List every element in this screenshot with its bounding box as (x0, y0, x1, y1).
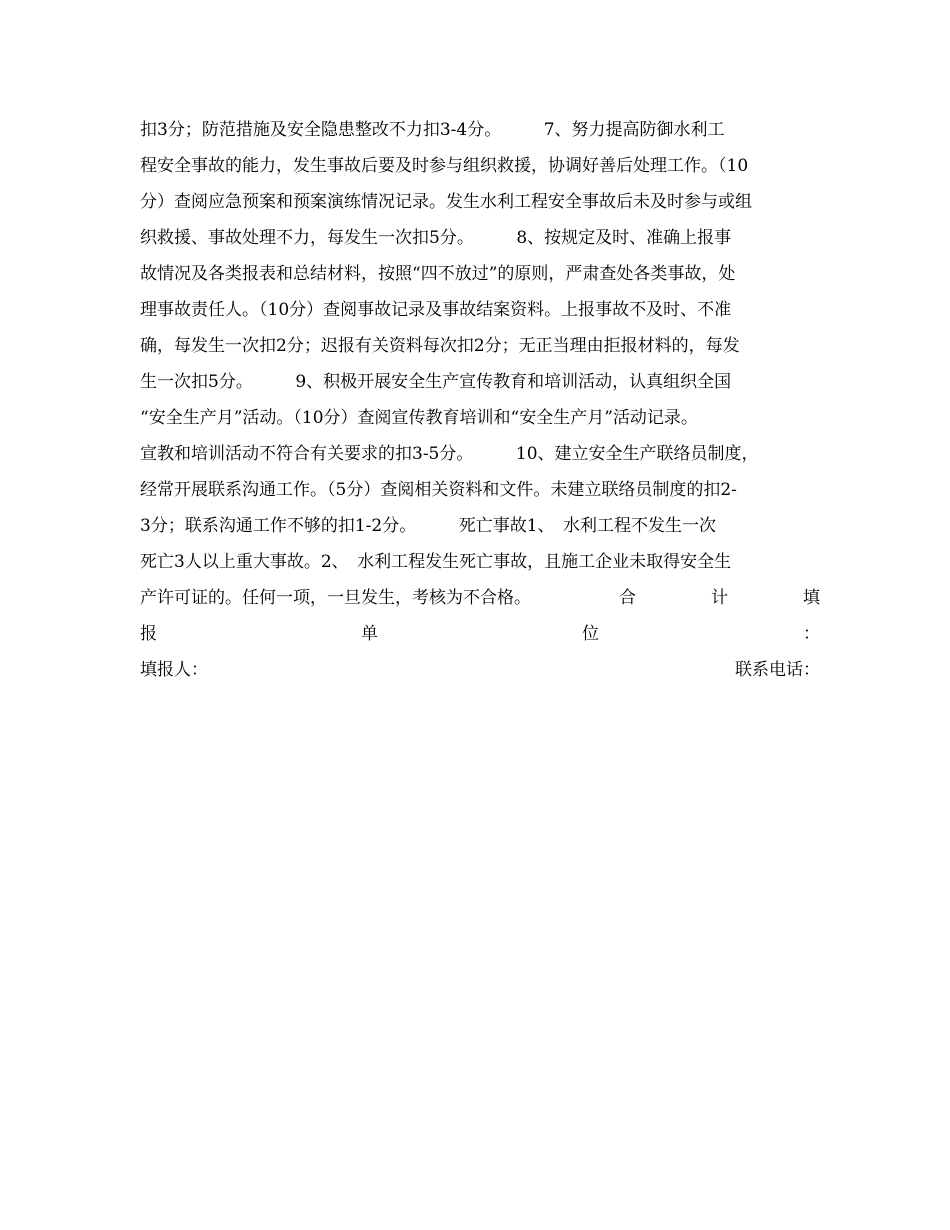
reporting-unit-label (140, 616, 820, 652)
filler-label: 填报人： (140, 660, 208, 680)
text-line-9: “安全生产月”活动。（10分）查阅宣传教育培训和“安全生产月”活动记录。 (140, 408, 698, 428)
text-line-7: 确，每发生一次扣2分；迟报有关资料每次扣2分；无正当理由拒报材料的，每发 (140, 336, 740, 356)
total-char-3: 填 (803, 588, 820, 608)
text-line-12: 3分；联系沟通工作不够的扣1-2分。 死亡事故1、 水利工程不发生一次 (140, 516, 717, 536)
text-line-13: 死亡3人以上重大事故。2、 水利工程发生死亡事故，且施工企业未取得安全生 (140, 552, 732, 572)
text-line-3: 分）查阅应急预案和预案演练情况记录。发生水利工程安全事故后未及时参与或组 (140, 192, 752, 212)
text-line-8: 生一次扣5分。 9、积极开展安全生产宣传教育和培训活动，认真组织全国 (140, 372, 732, 392)
text-line-2: 程安全事故的能力，发生事故后要及时参与组织救援，协调好善后处理工作。（10 (140, 156, 749, 176)
total-char-2: 计 (711, 588, 728, 608)
text-line-6: 理事故责任人。（10分）查阅事故记录及事故结案资料。上报事故不及时、不准 (140, 300, 732, 320)
text-line-14 (140, 580, 820, 616)
total-char-1: 合 (619, 588, 636, 608)
text-line-4: 织救援、事故处理不力，每发生一次扣5分。 8、按规定及时、准确上报事 (140, 228, 732, 248)
text-line-14-text: 产许可证的。任何一项，一旦发生，考核为不合格。 (140, 588, 531, 608)
unit-char-3: 位 (582, 624, 599, 644)
signature-row (140, 652, 820, 688)
unit-char-2: 单 (361, 624, 378, 644)
text-line-11: 经常开展联系沟通工作。（5分）查阅相关资料和文件。未建立联络员制度的扣2- (140, 480, 737, 500)
unit-char-4: ： (803, 624, 820, 644)
phone-label: 联系电话： (735, 660, 820, 680)
total-label (531, 580, 820, 616)
text-line-1: 扣3分；防范措施及安全隐患整改不力扣3-4分。 7、努力提高防御水利工 (140, 120, 725, 140)
text-line-10: 宣教和培训活动不符合有关要求的扣3-5分。 10、建立安全生产联络员制度， (140, 444, 759, 464)
unit-char-1: 报 (140, 624, 157, 644)
text-line-5: 故情况及各类报表和总结材料，按照“四不放过”的原则，严肃查处各类事故，处 (140, 264, 736, 284)
